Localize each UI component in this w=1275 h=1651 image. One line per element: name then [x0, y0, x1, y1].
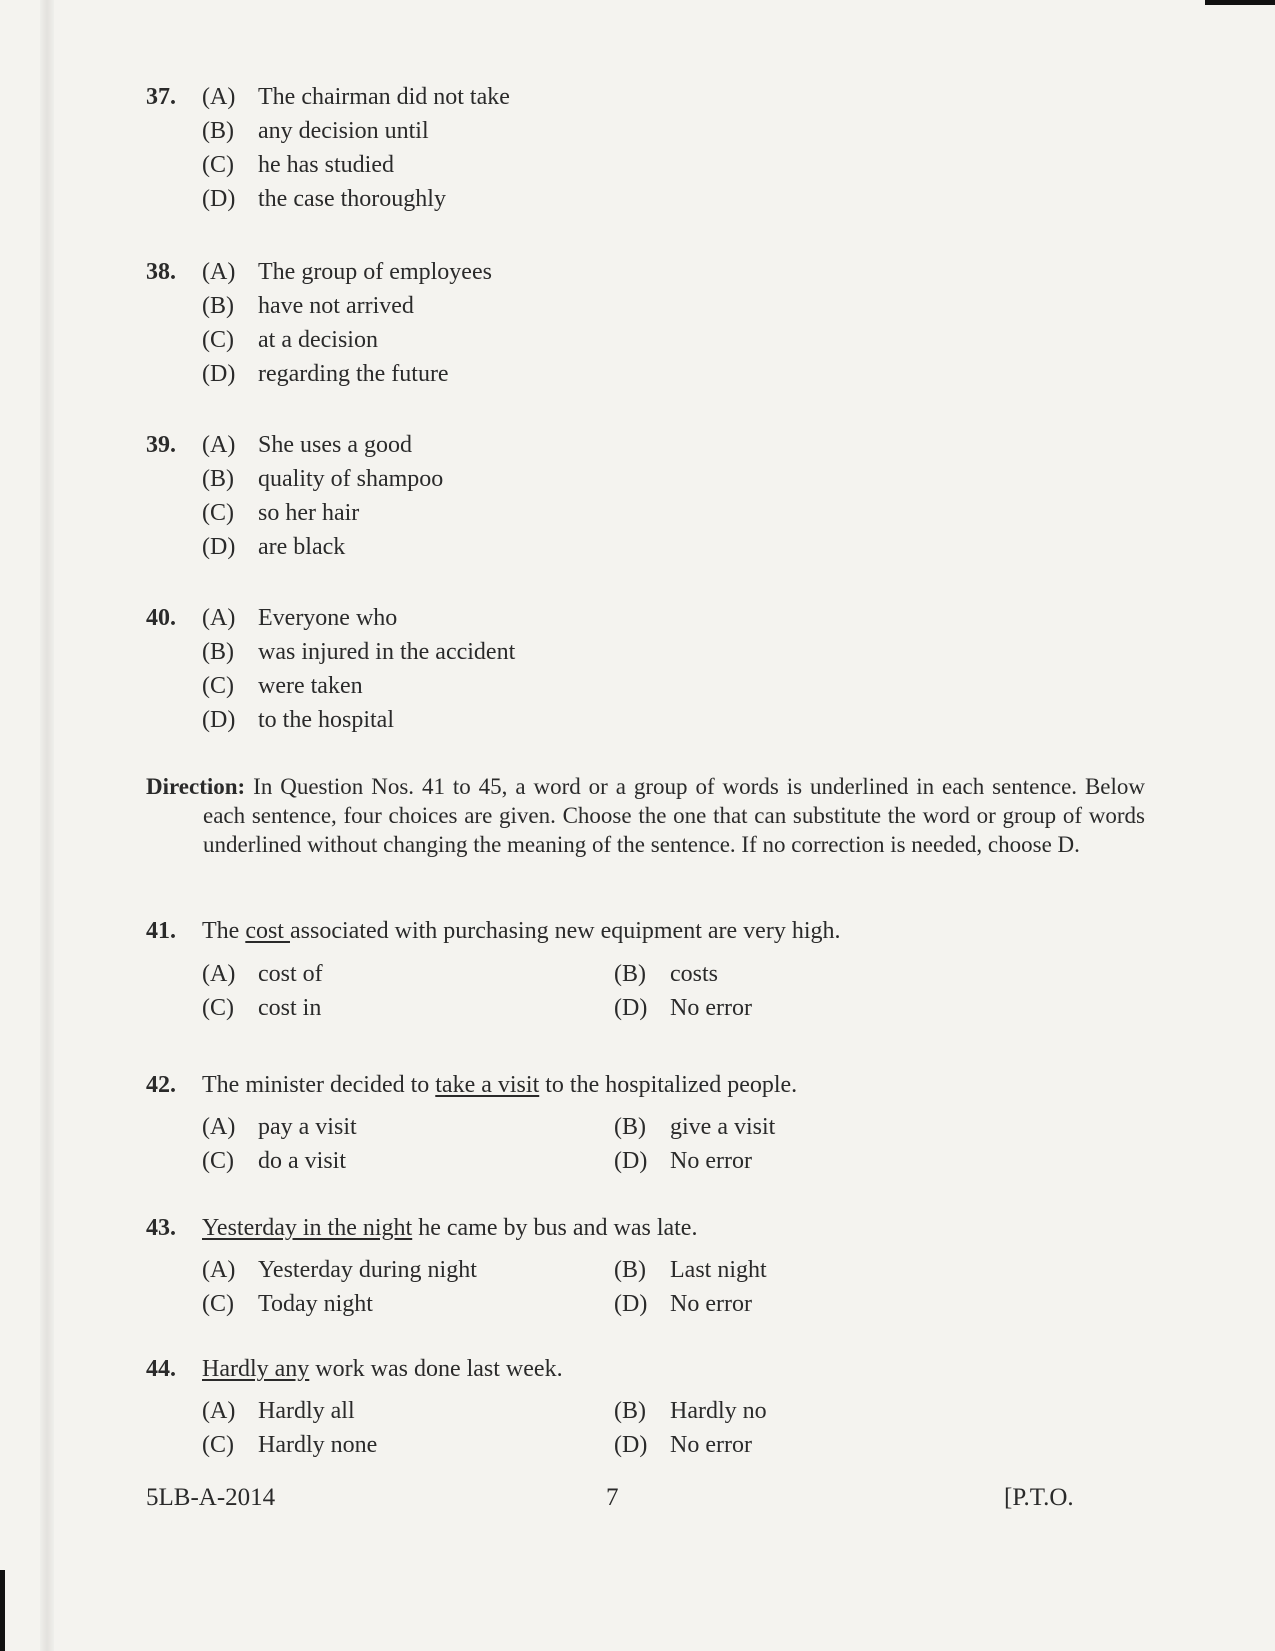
question-stem: Yesterday in the night he came by bus and was late. [202, 1215, 698, 1241]
question-number: 43. [146, 1215, 176, 1241]
question-stem: The cost associated with purchasing new equipment are very high. [202, 918, 841, 944]
page-number: 7 [606, 1484, 619, 1511]
paper-code: 5LB-A-2014 [146, 1484, 276, 1511]
please-turn-over: [P.T.O. [1004, 1484, 1074, 1511]
question-number: 41. [146, 918, 176, 944]
direction-label: Direction: [146, 774, 246, 799]
scan-edge-left [0, 1570, 5, 1651]
question-number: 42. [146, 1072, 176, 1098]
direction-text: In Question Nos. 41 to 45, a word or a group of words is underlined in each sentence. Below each sentence, four choices are given. Choose the one that can substitute the word or group of words underlined without changing the meaning of the sentence. If no correction is needed, choose D. [203, 774, 1146, 857]
question-number: 39. [146, 432, 176, 458]
question-number: 44. [146, 1356, 176, 1382]
question-stem: The minister decided to take a visit to the hospitalized people. [202, 1072, 798, 1098]
direction-paragraph [146, 772, 1145, 859]
question-stem: Hardly any work was done last week. [202, 1356, 563, 1382]
underlined-phrase: Hardly any [202, 1356, 310, 1382]
underlined-phrase: cost [245, 918, 290, 944]
underlined-phrase: take a visit [435, 1072, 540, 1098]
question-number: 40. [146, 605, 176, 631]
question-number: 37. [146, 84, 176, 110]
page-fold-shadow [40, 0, 54, 1651]
underlined-phrase: Yesterday in the night [202, 1215, 413, 1241]
exam-page: 37. (A) The chairman did not take (B) any decision until (C) he has studied (D) the case thoroughly 38. (A) The group of employees (B) have not arrived (C) at a decision (D) regarding the future 39. (A) She uses a good (B) quality of shampoo (C) so her hair (D) are black 40. (A) Everyone who (B) was injured in the accident (C) were taken (D) to the hospital Direction: In Question Nos. 41 to 45, a word or a group of words is underlined in each sentence. Below each sentence, four choices are given. Choose the one that can substitute the word or group of words underlined without changing the meaning of the sentence. If no correction is needed, choose D. 41. The cost associated with purchasing new equipment are very high. (A) cost of (B) costs (C) cost in (D) No error 42. The minister decided to take a visit to the hospitalized people. (A) pay a visit (B) give a visit (C) do a visit (D) No error 43. Yesterday in the night he came by bus and was late. (A) Yesterday during night (B) Last night (C) Today night (D) No error 44. Hardly any work was done last week. (A) Hardly all (B) Hardly no (C) Hardly none (D) No error 5LB-A-2014 7 [P.T.O. [0, 0, 1275, 1651]
question-number: 38. [146, 259, 176, 285]
scan-edge-top [1205, 0, 1275, 5]
